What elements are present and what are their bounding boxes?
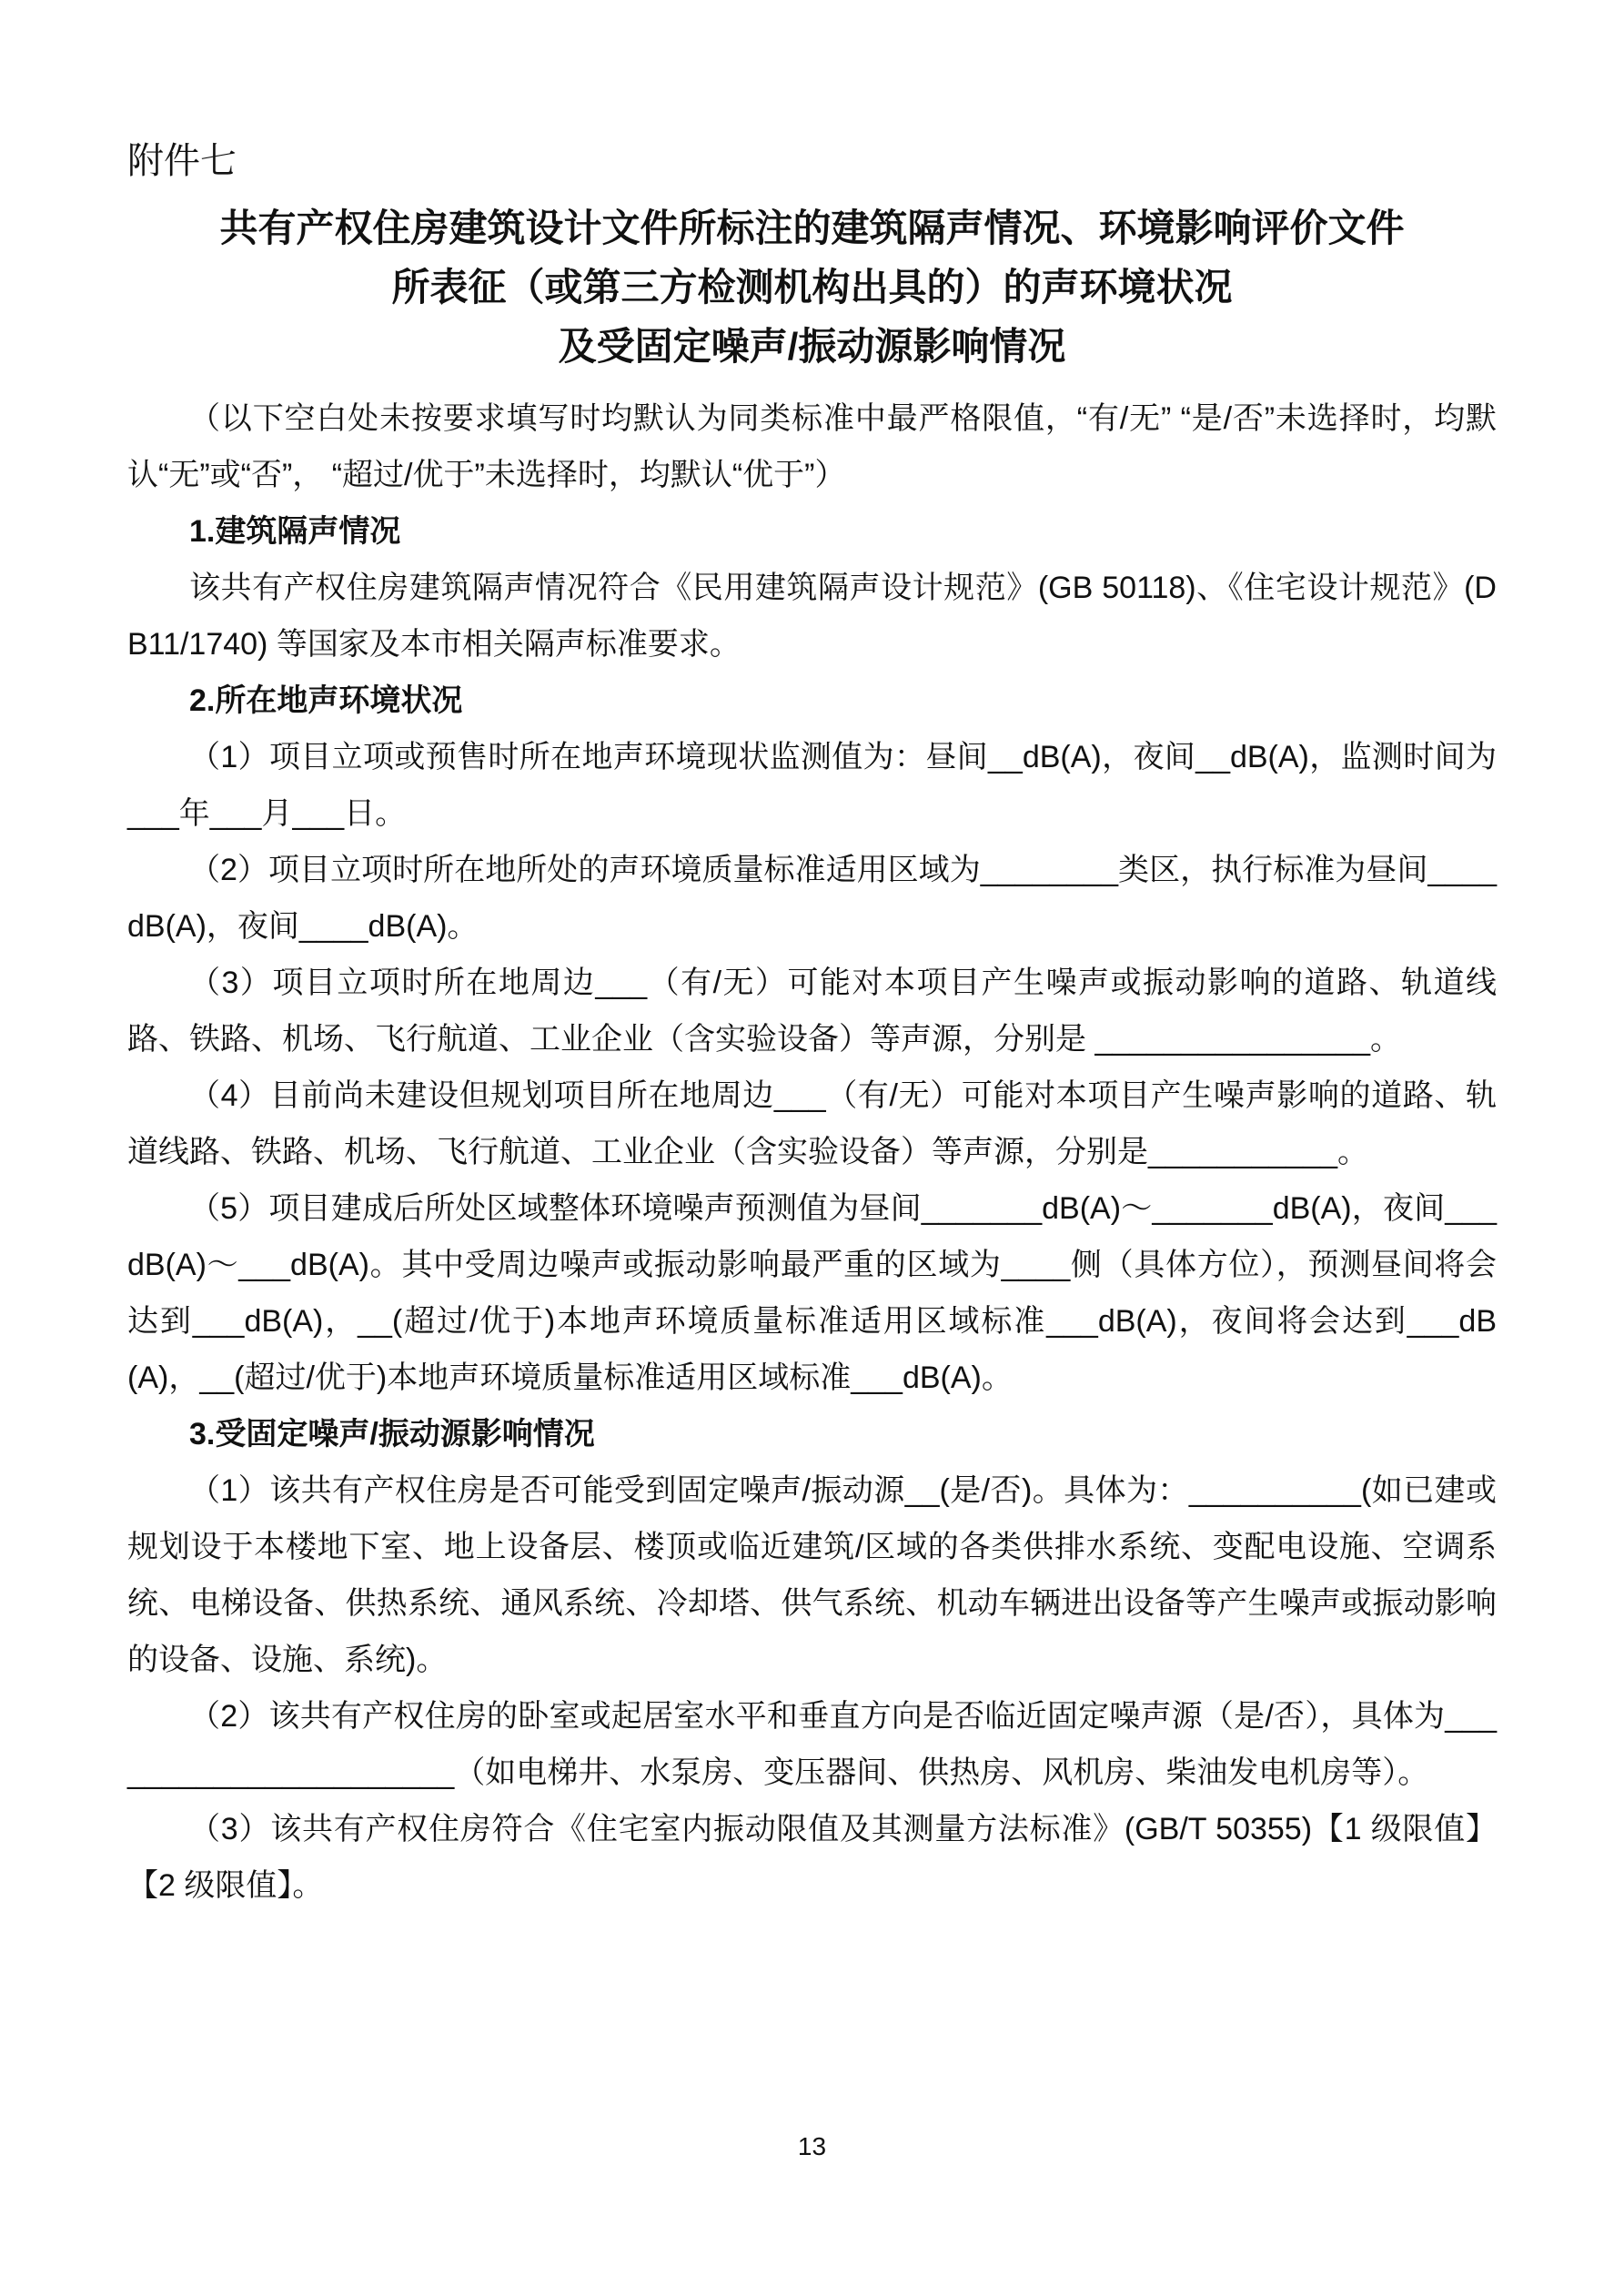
section-3-item-2: （2）该共有产权住房的卧室或起居室水平和垂直方向是否临近固定噪声源（是/否），具体为______________________（如电梯井、水泵房、变压器间、供热房、风机房、柴油发电机房等）。 (127, 1699, 1497, 1791)
attachment-label: 附件七 (127, 141, 237, 181)
section-3-item-3: （3）该共有产权住房符合《住宅室内振动限值及其测量方法标准》(GB/T 50355)【1 级限值】【2 级限值】。 (127, 1812, 1497, 1904)
document-title (127, 198, 1497, 376)
section-2-heading: 2.所在地声环境状况 (189, 683, 463, 719)
section-2-item-3: （3）项目立项时所在地周边___（有/无）可能对本项目产生噪声或振动影响的道路、轨道线路、铁路、机场、飞行航道、工业企业（含实验设备）等声源，分别是 ________________。 (127, 966, 1497, 1057)
title-line-3: 及受固定噪声/振动源影响情况 (558, 325, 1066, 369)
title-line-1: 共有产权住房建筑设计文件所标注的建筑隔声情况、环境影响评价文件 (219, 207, 1405, 249)
section-3-heading: 3.受固定噪声/振动源影响情况 (189, 1417, 595, 1452)
section-2-item-4: （4）目前尚未建设但规划项目所在地周边___（有/无）可能对本项目产生噪声影响的道路、轨道线路、铁路、机场、飞行航道、工业企业（含实验设备）等声源，分别是___________。 (127, 1078, 1497, 1170)
page-number: 13 (797, 2132, 827, 2160)
section-1-paragraph-1: 该共有产权住房建筑隔声情况符合《民用建筑隔声设计规范》(GB 50118)、《住宅设计规范》(DB11/1740) 等国家及本市相关隔声标准要求。 (127, 571, 1497, 663)
section-2-item-1: （1）项目立项或预售时所在地声环境现状监测值为：昼间__dB(A)，夜间__dB(A)，监测时间为___年___月___日。 (127, 740, 1497, 832)
title-line-2: 所表征（或第三方检测机构出具的）的声环境状况 (391, 266, 1233, 309)
section-2-item-2: （2）项目立项时所在地所处的声环境质量标准适用区域为________类区，执行标准为昼间____dB(A)，夜间____dB(A)。 (127, 853, 1497, 945)
section-2-item-5: （5）项目建成后所处区域整体环境噪声预测值为昼间_______dB(A)～_______dB(A)，夜间___dB(A)～___dB(A)。其中受周边噪声或振动影响最严重的区域为____侧（具体方位），预测昼间将会达到___dB(A)，__(超过/优于)本地声环境质量标准适用区域标准___dB(A)，夜间将会达到___dB(A)，__(超过/优于)本地声环境质量标准适用区域标准___dB(A)。 (127, 1191, 1497, 1396)
section-1-heading: 1.建筑隔声情况 (189, 514, 401, 550)
default-rules-note: （以下空白处未按要求填写时均默认为同类标准中最严格限值，“有/无” “是/否”未选择时，均默认“无”或“否”， “超过/优于”未选择时，均默认“优于”） (127, 401, 1497, 493)
section-3-item-1: （1）该共有产权住房是否可能受到固定噪声/振动源__(是/否)。具体为：__________(如已建或规划设于本楼地下室、地上设备层、楼顶或临近建筑/区域的各类供排水系统、变配电设施、空调系统、电梯设备、供热系统、通风系统、冷却塔、供气系统、机动车辆进出设备等产生噪声或振动影响的设备、设施、系统)。 (127, 1473, 1497, 1678)
